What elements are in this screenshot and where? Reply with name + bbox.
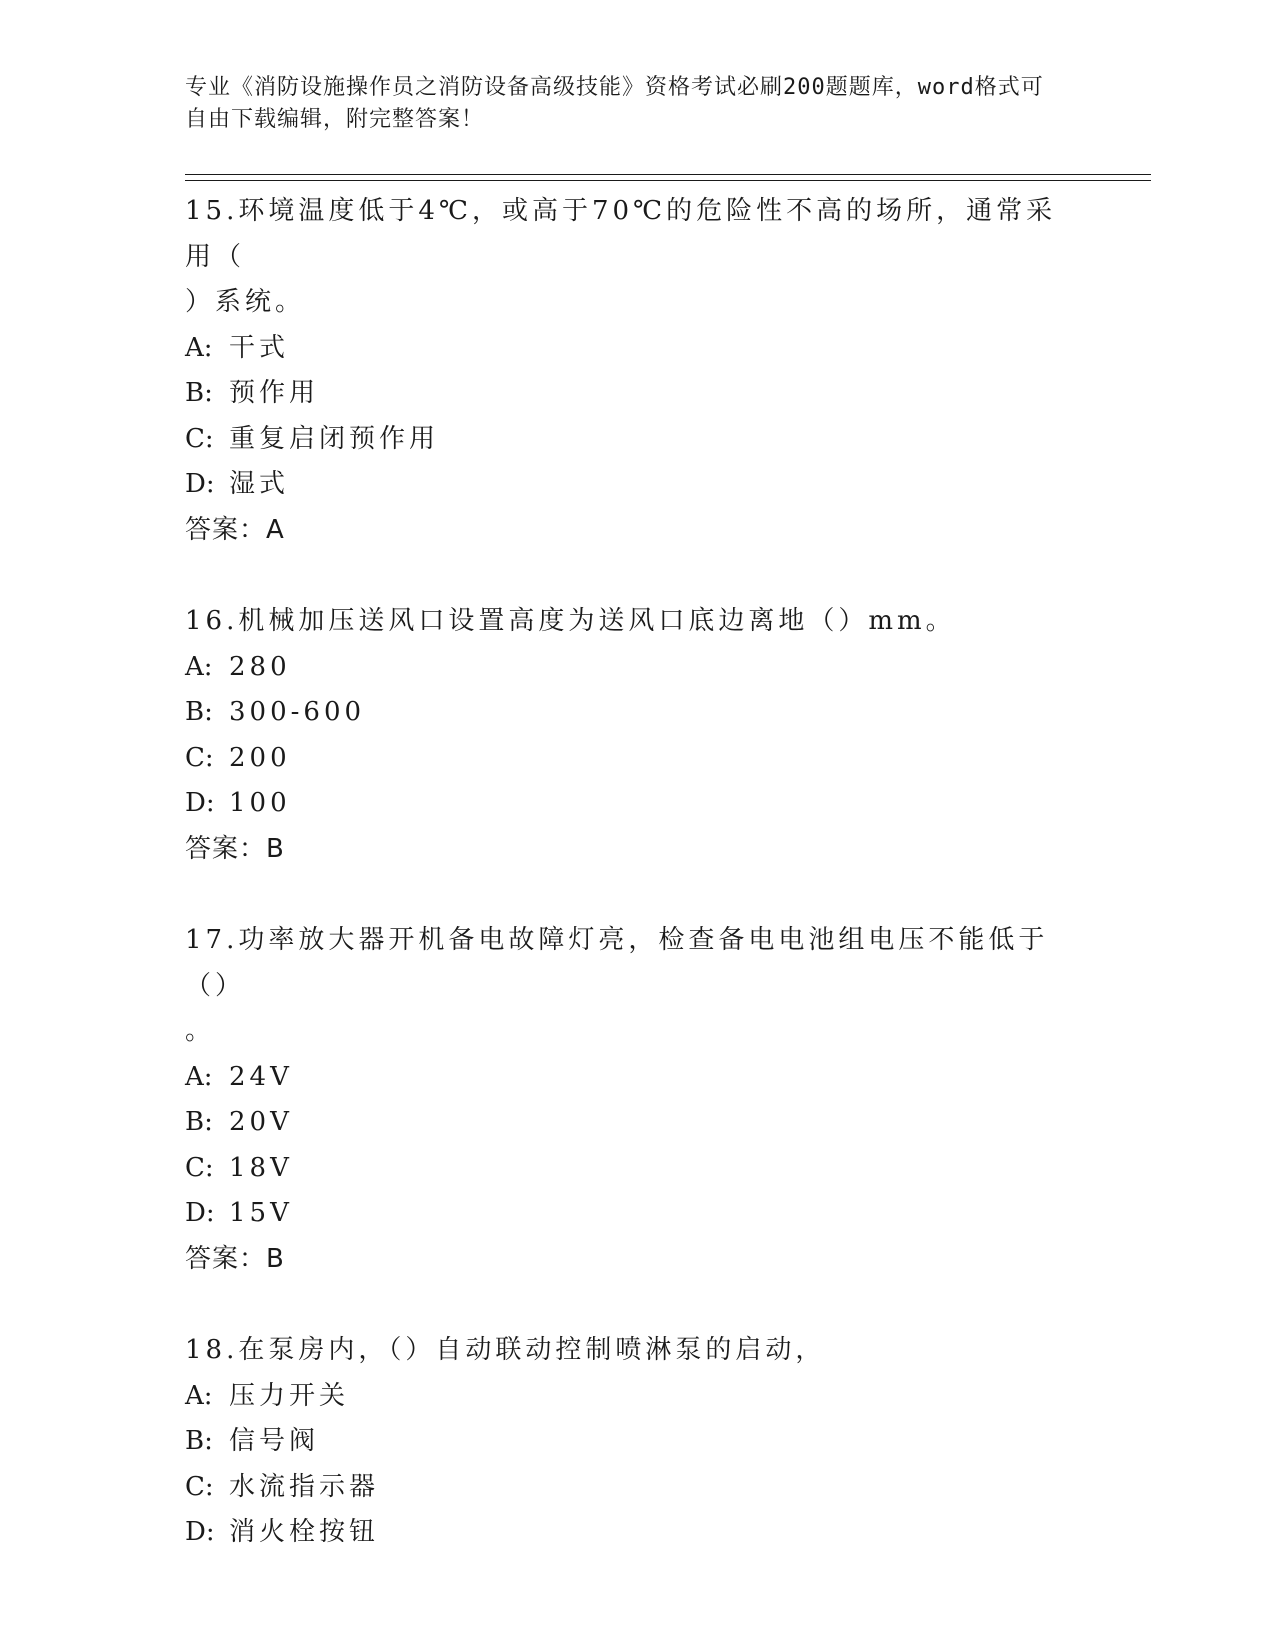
option-text: 24V — [229, 1061, 293, 1092]
option-key: D: — [185, 1198, 215, 1228]
question-15 — [185, 189, 1085, 553]
option-key: A: — [185, 1061, 213, 1092]
answer-line: 答案：B — [185, 1243, 285, 1274]
option-b — [185, 371, 1085, 417]
question-stem-continued: 。 — [185, 1016, 216, 1046]
option-key: A: — [185, 1380, 213, 1411]
option-text: 300-600 — [229, 697, 366, 727]
option-text: 280 — [229, 651, 291, 682]
question-17 — [185, 918, 1085, 1282]
answer-line: 答案：A — [185, 514, 285, 545]
option-d — [185, 1191, 1085, 1237]
option-key: C: — [185, 1152, 214, 1183]
option-key: D: — [185, 1517, 215, 1547]
question-18 — [185, 1328, 1085, 1556]
option-text: 湿式 — [229, 469, 290, 499]
option-key: C: — [185, 742, 214, 773]
option-text: 100 — [229, 788, 291, 818]
option-d — [185, 462, 1085, 508]
option-d — [185, 781, 1085, 827]
option-text: 干式 — [229, 332, 290, 363]
option-text: 18V — [229, 1152, 293, 1183]
option-b — [185, 1419, 1085, 1465]
option-text: 200 — [229, 742, 291, 773]
question-list — [185, 189, 1085, 1602]
option-key: D: — [185, 788, 215, 818]
option-text: 压力开关 — [229, 1380, 350, 1411]
option-text: 水流指示器 — [229, 1471, 380, 1502]
question-stem-continued: ）系统。 — [185, 287, 306, 317]
option-b — [185, 1100, 1085, 1146]
option-a — [185, 326, 1085, 372]
option-b — [185, 690, 1085, 736]
option-text: 信号阀 — [229, 1426, 320, 1456]
option-key: B: — [185, 1426, 213, 1456]
question-stem: 16.机械加压送风口设置高度为送风口底边离地（）mm。 — [185, 606, 956, 636]
option-key: A: — [185, 651, 213, 682]
option-key: B: — [185, 378, 213, 408]
option-c — [185, 417, 1085, 463]
option-c — [185, 1465, 1085, 1511]
option-text: 预作用 — [229, 378, 320, 408]
answer-line: 答案：B — [185, 833, 285, 864]
option-key: C: — [185, 423, 214, 454]
option-key: A: — [185, 332, 213, 363]
option-text: 20V — [229, 1107, 293, 1137]
header-rule-bottom — [185, 180, 1151, 181]
document-header: 专业《消防设施操作员之消防设备高级技能》资格考试必刷200题题库，word格式可自由下载编辑，附完整答案！ — [185, 75, 1044, 132]
option-c — [185, 736, 1085, 782]
option-a — [185, 1055, 1085, 1101]
option-d — [185, 1510, 1085, 1556]
question-stem: 18.在泵房内，（）自动联动控制喷淋泵的启动， — [185, 1335, 826, 1365]
question-16 — [185, 599, 1085, 872]
option-key: D: — [185, 469, 215, 499]
option-text: 重复启闭预作用 — [229, 423, 440, 454]
header-rule-top — [185, 174, 1151, 175]
question-stem: 15.环境温度低于4℃，或高于70℃的危险性不高的场所，通常采用（ — [185, 196, 1057, 272]
option-a — [185, 645, 1085, 691]
option-text: 15V — [229, 1198, 293, 1228]
option-text: 消火栓按钮 — [229, 1517, 380, 1547]
option-a — [185, 1374, 1085, 1420]
option-key: B: — [185, 697, 213, 727]
question-stem: 17.功率放大器开机备电故障灯亮，检查备电电池组电压不能低于（） — [185, 925, 1049, 1001]
option-c — [185, 1146, 1085, 1192]
option-key: B: — [185, 1107, 213, 1137]
option-key: C: — [185, 1471, 214, 1502]
